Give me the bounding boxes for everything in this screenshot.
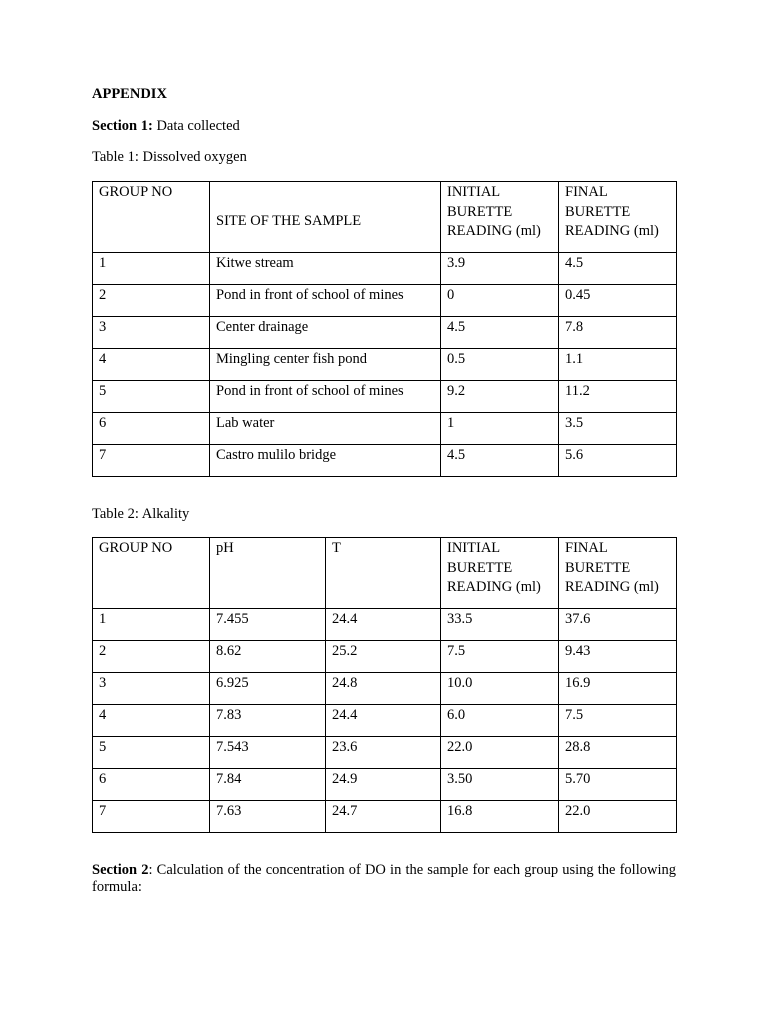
table-cell: 0	[441, 285, 559, 317]
table-cell: 7.83	[210, 705, 326, 737]
table-cell: 3.9	[441, 253, 559, 285]
table-cell: Pond in front of school of mines	[210, 285, 441, 317]
table-cell: Lab water	[210, 413, 441, 445]
table-cell: 7.84	[210, 769, 326, 801]
table-row	[93, 609, 677, 641]
table-cell: 25.2	[326, 641, 441, 673]
table-row	[93, 285, 677, 317]
header-cell: GROUP NO	[93, 182, 210, 253]
table-cell: 3.50	[441, 769, 559, 801]
table-cell: Castro mulilo bridge	[210, 445, 441, 477]
table-cell: 4	[93, 349, 210, 381]
table-row	[93, 673, 677, 705]
table-row	[93, 445, 677, 477]
table-cell: 4.5	[441, 317, 559, 349]
table-cell: 24.9	[326, 769, 441, 801]
section-2-paragraph	[92, 862, 676, 896]
table-cell: 7.455	[210, 609, 326, 641]
table-cell: Kitwe stream	[210, 253, 441, 285]
table-cell: 5	[93, 381, 210, 413]
table-cell: 8.62	[210, 641, 326, 673]
table-cell: 1	[441, 413, 559, 445]
table-cell: 9.43	[559, 641, 677, 673]
table-cell: 6.0	[441, 705, 559, 737]
table-row	[93, 801, 677, 833]
dissolved-oxygen-table	[92, 181, 677, 477]
table-cell: 22.0	[441, 737, 559, 769]
table-cell: 28.8	[559, 737, 677, 769]
table-cell: Center drainage	[210, 317, 441, 349]
table-cell: 1	[93, 609, 210, 641]
table-cell: 24.4	[326, 705, 441, 737]
table-2-caption: Table 2: Alkality	[92, 506, 190, 522]
table-cell: 3.5	[559, 413, 677, 445]
table-row	[93, 413, 677, 445]
table-header-row	[93, 182, 677, 253]
alkality-table	[92, 537, 677, 833]
header-cell: INITIAL BURETTE READING (ml)	[441, 538, 559, 609]
table-row	[93, 317, 677, 349]
table-cell: 5	[93, 737, 210, 769]
table-cell: 3	[93, 673, 210, 705]
table-cell: 4	[93, 705, 210, 737]
table-cell: 4.5	[559, 253, 677, 285]
table-cell: 4.5	[441, 445, 559, 477]
table-cell: 7.63	[210, 801, 326, 833]
header-cell: INITIAL BURETTE READING (ml)	[441, 182, 559, 253]
table-row	[93, 769, 677, 801]
table-cell: 10.0	[441, 673, 559, 705]
table-cell: 0.5	[441, 349, 559, 381]
section-2-label: Section 2	[92, 862, 149, 878]
table-cell: 5.6	[559, 445, 677, 477]
table-cell: 24.4	[326, 609, 441, 641]
table-cell: 7	[93, 445, 210, 477]
table-cell: 7.8	[559, 317, 677, 349]
table-cell: 6	[93, 769, 210, 801]
table-cell: 0.45	[559, 285, 677, 317]
table-cell: 22.0	[559, 801, 677, 833]
table-cell: 2	[93, 641, 210, 673]
table-cell: Pond in front of school of mines	[210, 381, 441, 413]
table-cell: 7.5	[441, 641, 559, 673]
table-cell: 9.2	[441, 381, 559, 413]
table-cell: 23.6	[326, 737, 441, 769]
table-header-row	[93, 538, 677, 609]
table-cell: 7	[93, 801, 210, 833]
table-cell: 1.1	[559, 349, 677, 381]
header-cell: FINAL BURETTE READING (ml)	[559, 182, 677, 253]
table-cell: 7.543	[210, 737, 326, 769]
table-cell: 24.8	[326, 673, 441, 705]
table-cell: 6	[93, 413, 210, 445]
header-cell: pH	[210, 538, 326, 609]
appendix-heading: APPENDIX	[92, 86, 167, 102]
header-cell	[210, 182, 441, 253]
header-cell: GROUP NO	[93, 538, 210, 609]
table-cell: 1	[93, 253, 210, 285]
table-cell: 5.70	[559, 769, 677, 801]
table-row	[93, 381, 677, 413]
table-1-caption: Table 1: Dissolved oxygen	[92, 149, 247, 165]
section-1-title	[92, 118, 240, 135]
header-cell-text: SITE OF THE SAMPLE	[216, 213, 362, 229]
table-cell: 16.8	[441, 801, 559, 833]
table-row	[93, 737, 677, 769]
table-cell: 37.6	[559, 609, 677, 641]
table-row	[93, 705, 677, 737]
section-1-label: Section 1:	[92, 118, 153, 134]
table-row	[93, 349, 677, 381]
table-cell: 7.5	[559, 705, 677, 737]
header-cell: FINAL BURETTE READING (ml)	[559, 538, 677, 609]
table-row	[93, 253, 677, 285]
table-cell: 6.925	[210, 673, 326, 705]
table-cell: 3	[93, 317, 210, 349]
table-cell: 16.9	[559, 673, 677, 705]
table-row	[93, 641, 677, 673]
table-cell: 2	[93, 285, 210, 317]
table-cell: 11.2	[559, 381, 677, 413]
table-cell: 33.5	[441, 609, 559, 641]
table-cell: 24.7	[326, 801, 441, 833]
header-cell: T	[326, 538, 441, 609]
table-cell: Mingling center fish pond	[210, 349, 441, 381]
section-2-text: : Calculation of the concentration of DO in the sample for each group using the following formula:	[92, 862, 676, 895]
section-1-text: Data collected	[152, 118, 240, 134]
